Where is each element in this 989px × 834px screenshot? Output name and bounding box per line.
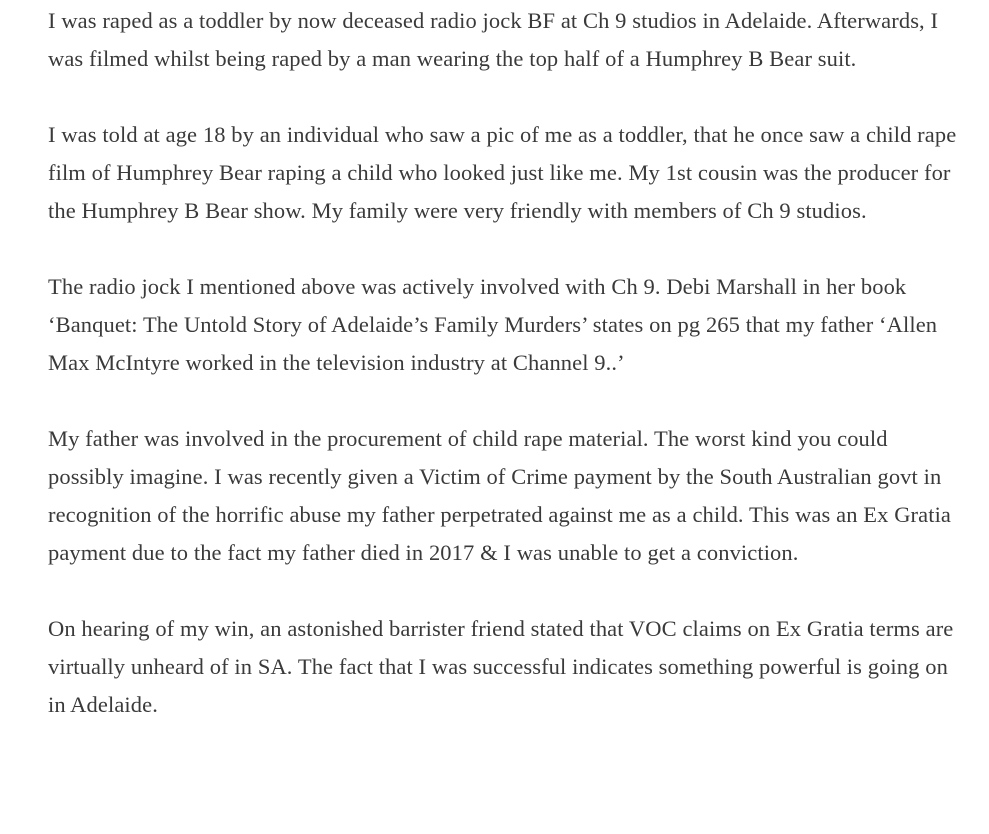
- paragraph-4: My father was involved in the procurement of child rape material. The worst kind you could possibly imagine. I was recently given a Victim of Crime payment by the South Australian govt in recognition of the horrific abuse my father perpetrated against me as a child. This was an Ex Gratia payment due to the fact my father died in 2017 & I was unable to get a conviction.: [48, 426, 952, 565]
- paragraph-5: On hearing of my win, an astonished barrister friend stated that VOC claims on Ex Gratia terms are virtually unheard of in SA. The fact that I was successful indicates something powerful is going on in Adelaide.: [48, 616, 954, 717]
- paragraph-1: I was raped as a toddler by now deceased radio jock BF at Ch 9 studios in Adelaide. Afterwards, I was filmed whilst being raped by a man wearing the top half of a Humphrey B Bear suit.: [48, 8, 939, 71]
- paragraph-3: The radio jock I mentioned above was actively involved with Ch 9. Debi Marshall in her book ‘Banquet: The Untold Story of Adelaide’s Family Murders’ states on pg 265 that my father ‘Allen Max McIntyre worked in the television industry at Channel 9..’: [48, 274, 938, 375]
- paragraph-2: I was told at age 18 by an individual who saw a pic of me as a toddler, that he once saw a child rape film of Humphrey Bear raping a child who looked just like me. My 1st cousin was the producer for the Humphrey B Bear show. My family were very friendly with members of Ch 9 studios.: [48, 122, 957, 223]
- article-body: [48, 2, 958, 724]
